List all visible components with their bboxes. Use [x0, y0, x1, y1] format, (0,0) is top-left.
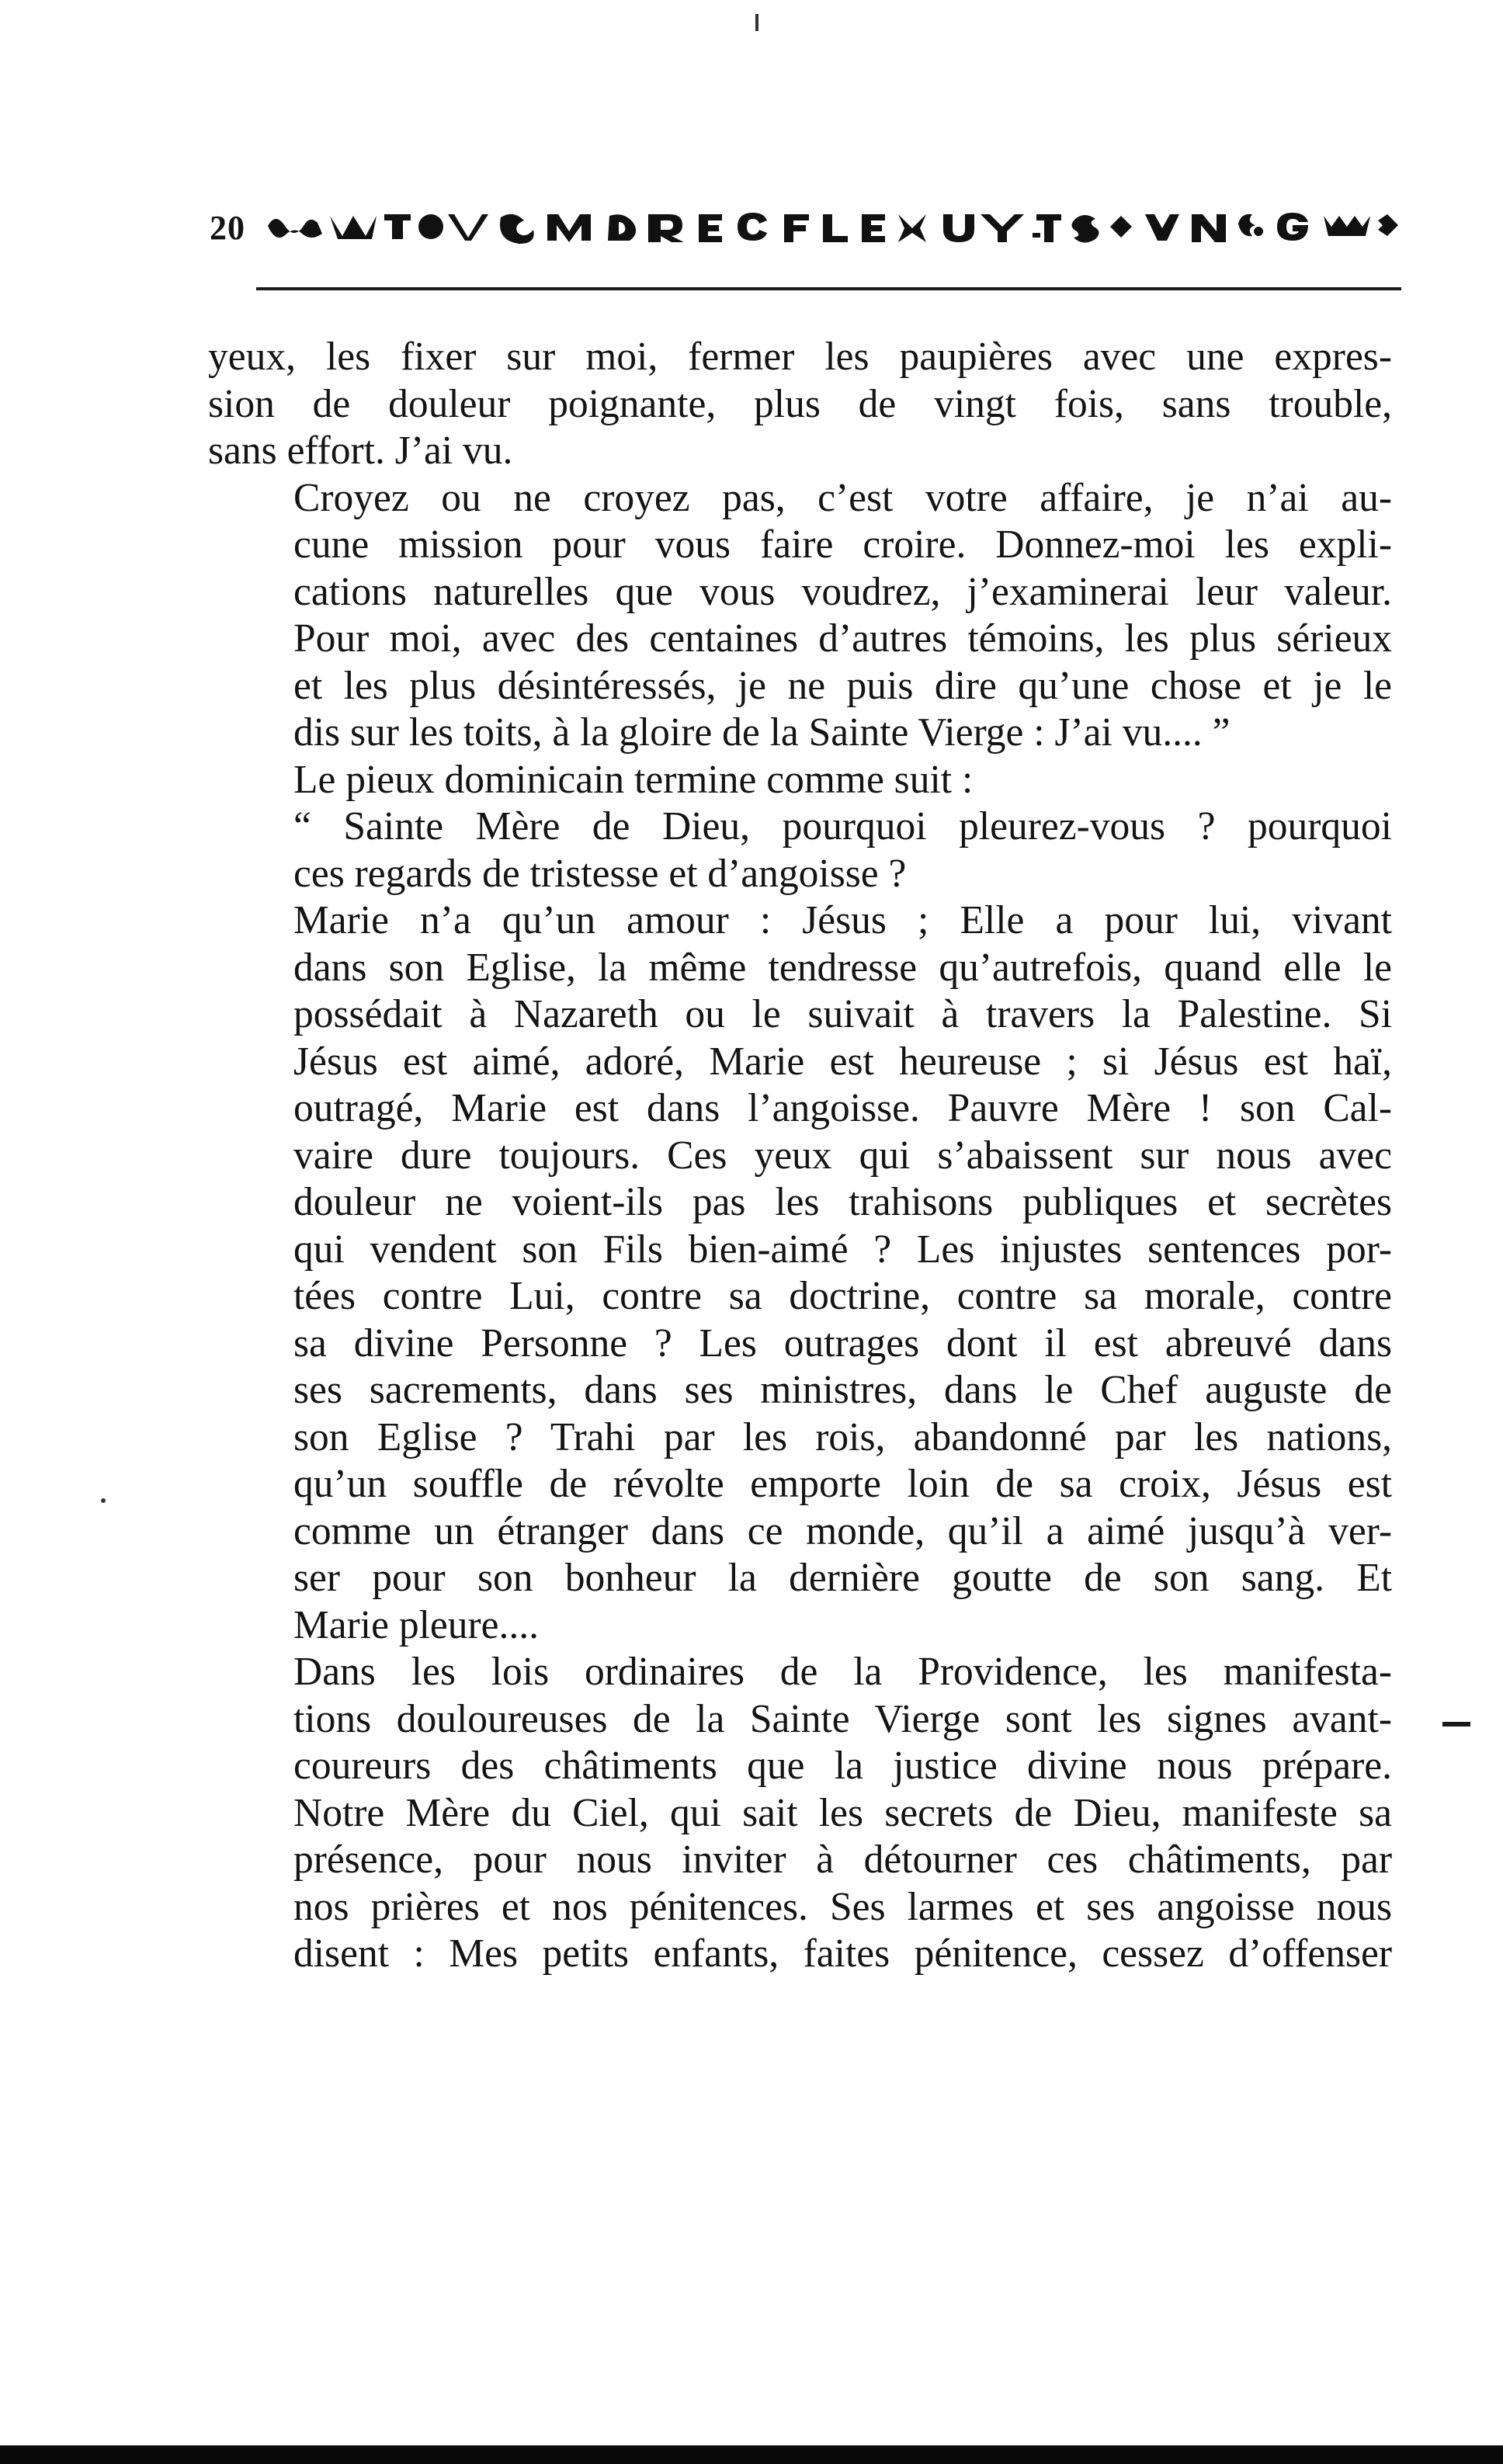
text-line: disent : Mes petits enfants, faites pénitence, cessez d’offenser — [293, 1931, 1392, 1976]
text-line: comme un étranger dans ce monde, qu’il a aimé jusqu’à ver- — [293, 1508, 1392, 1553]
text-line: qui vendent son Fils bien-aimé ? Les injustes sentences por- — [293, 1227, 1392, 1272]
paragraph — [208, 475, 1392, 757]
body-text — [208, 334, 1392, 1978]
page-number: 20 — [210, 209, 245, 247]
text-line: ser pour son bonheur la dernière goutte de son sang. Et — [293, 1556, 1392, 1600]
bottom-scan-edge — [0, 2445, 1503, 2464]
text-line: possédait à Nazareth ou le suivait à travers la Palestine. Si — [293, 992, 1392, 1036]
text-line: son Eglise ? Trahi par les rois, abandonné par les nations, — [293, 1414, 1392, 1459]
paragraph — [208, 803, 1392, 897]
text-line: Dans les lois ordinaires de la Providence, les manifesta- — [293, 1650, 1392, 1694]
text-line: cations naturelles que vous voudrez, j’examinerai leur valeur. — [293, 569, 1392, 614]
text-line: sans effort. J’ai vu. — [208, 429, 513, 473]
text-line: Le pieux dominicain termine comme suit : — [293, 757, 974, 802]
scan-speck — [101, 1498, 106, 1503]
text-line: sion de douleur poignante, plus de vingt fois, sans trouble, — [208, 381, 1392, 426]
text-line: cune mission pour vous faire croire. Donnez-moi les expli- — [293, 522, 1392, 567]
paragraph — [208, 757, 1392, 804]
text-line: yeux, les fixer sur moi, fermer les paupières avec une expres- — [208, 335, 1392, 379]
text-line: et les plus désintéressés, je ne puis dire qu’une chose et je le — [293, 663, 1392, 708]
text-line: Notre Mère du Ciel, qui sait les secrets de Dieu, manifeste sa — [293, 1790, 1392, 1835]
text-line: nos prières et nos pénitences. Ses larmes et ses angoisse nous — [293, 1884, 1392, 1929]
text-line: outragé, Marie est dans l’angoisse. Pauvre Mère ! son Cal- — [293, 1086, 1392, 1130]
text-line: Pour moi, avec des centaines d’autres témoins, les plus sérieux — [293, 616, 1392, 661]
text-line: sa divine Personne ? Les outrages dont il est abreuvé dans — [293, 1320, 1392, 1366]
paragraph — [208, 334, 1392, 475]
paragraph — [208, 1649, 1392, 1978]
text-line: Marie pleure.... — [293, 1602, 540, 1647]
text-line: Jésus est aimé, adoré, Marie est heureuse ; si Jésus est haï, — [293, 1039, 1392, 1084]
text-line: dans son Eglise, la même tendresse qu’autrefois, quand elle le — [293, 945, 1392, 990]
margin-mark — [1442, 1722, 1470, 1727]
text-line: vaire dure toujours. Ces yeux qui s’abaissent sur nous avec — [293, 1133, 1392, 1178]
scan-speck — [755, 14, 758, 31]
ornamental-header-band — [268, 208, 1401, 244]
text-line: présence, pour nous inviter à détourner ces châtiments, par — [293, 1838, 1392, 1882]
text-line: tions douloureuses de la Sainte Vierge sont les signes avant- — [293, 1696, 1392, 1741]
text-line: ces regards de tristesse et d’angoisse ? — [293, 851, 907, 896]
text-line: “ Sainte Mère de Dieu, pourquoi pleurez-vous ? pourquoi — [293, 804, 1392, 849]
header-rule — [256, 287, 1401, 290]
text-line: Croyez ou ne croyez pas, c’est votre affaire, je n’ai au- — [293, 475, 1392, 520]
text-line: dis sur les toits, à la gloire de la Sainte Vierge : J’ai vu.... ” — [293, 710, 1231, 755]
text-line: ses sacrements, dans ses ministres, dans le Chef auguste de — [293, 1368, 1392, 1412]
text-line: Marie n’a qu’un amour : Jésus ; Elle a pour lui, vivant — [293, 898, 1392, 942]
text-line: douleur ne voient-ils pas les trahisons publiques et secrètes — [293, 1180, 1392, 1224]
paragraph — [208, 897, 1392, 1649]
text-line: tées contre Lui, contre sa doctrine, contre sa morale, contre — [293, 1274, 1392, 1318]
text-line: qu’un souffle de révolte emporte loin de sa croix, Jésus est — [293, 1462, 1392, 1506]
text-line: coureurs des châtiments que la justice divine nous prépare. — [293, 1744, 1392, 1788]
